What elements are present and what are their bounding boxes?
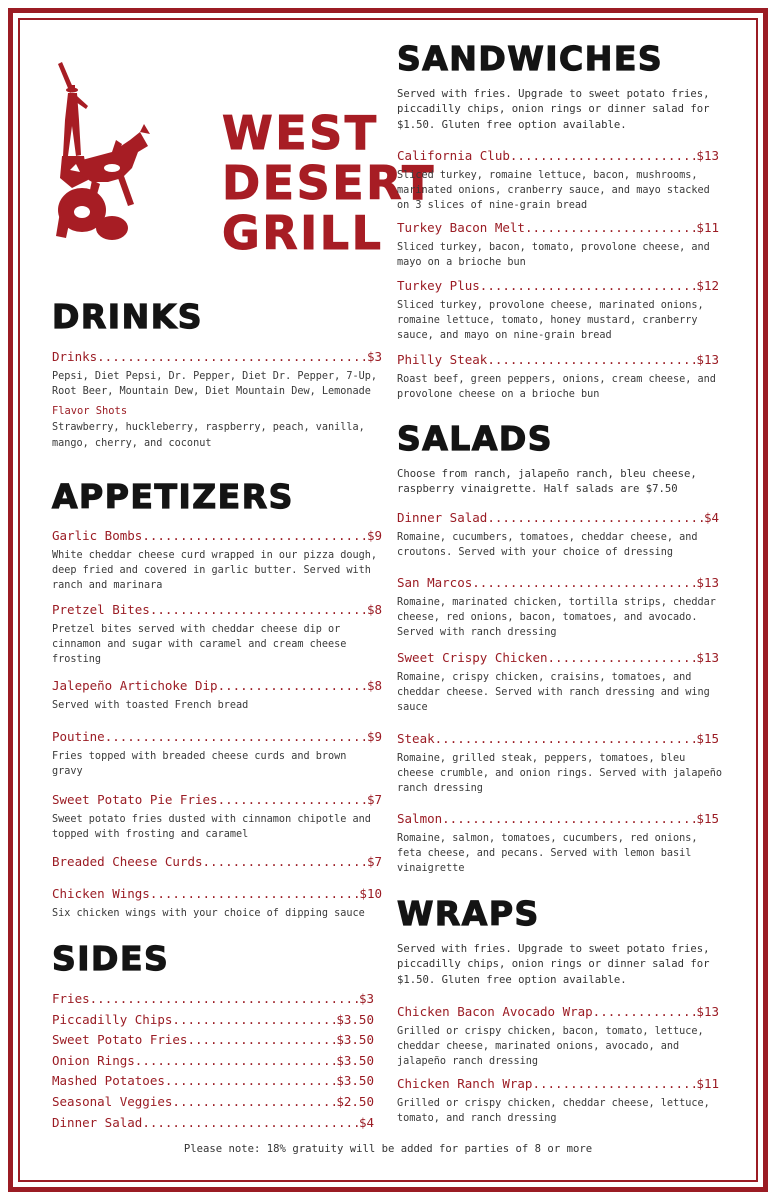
item-price: $13 xyxy=(696,575,719,590)
item-description: Romaine, crispy chicken, craisins, tomatoes, and cheddar cheese. Served with ranch dressing and wing sauce xyxy=(397,672,710,714)
item-name: Chicken Bacon Avocado Wrap xyxy=(397,1004,593,1019)
item-name-row xyxy=(397,650,719,666)
section-title-wraps: WRAPS xyxy=(397,894,540,933)
dot-leader xyxy=(150,602,367,618)
dot-leader xyxy=(525,220,696,236)
item-name: Sweet Crispy Chicken xyxy=(397,650,548,665)
item-price: $7 xyxy=(366,854,382,869)
item-price: $13 xyxy=(696,1004,719,1019)
dot-leader xyxy=(135,1051,337,1072)
dot-leader xyxy=(487,510,704,526)
menu-item-drinks xyxy=(52,349,382,365)
dot-leader xyxy=(165,1071,336,1092)
menu-item xyxy=(397,510,719,560)
section-title-sides: SIDES xyxy=(52,939,170,978)
item-name-row xyxy=(397,731,719,747)
dot-leader xyxy=(142,528,367,544)
item-price: $11 xyxy=(696,1076,719,1091)
item-name-row xyxy=(52,528,382,544)
menu-item xyxy=(397,575,719,641)
menu-item xyxy=(397,731,727,797)
gratuity-note: Please note: 18% gratuity will be added for parties of 8 or more xyxy=(183,1143,593,1155)
item-name-row xyxy=(52,792,382,808)
section-intro: Choose from ranch, jalapeño ranch, bleu cheese, raspberry vinaigrette. Half salads are $7.50 xyxy=(397,468,697,496)
flavor-shots-description: Strawberry, huckleberry, raspberry, peach, vanilla, mango, cherry, and coconut xyxy=(52,422,365,449)
item-price: $3 xyxy=(358,991,374,1006)
item-description: Sliced turkey, romaine lettuce, bacon, mushrooms, marinated onions, cranberry sauce, and mayo stacked on 3 slices of nine-grain bread xyxy=(397,170,710,212)
side-item xyxy=(52,1113,374,1134)
dot-leader xyxy=(487,352,696,368)
item-price: $7 xyxy=(366,792,382,807)
section-title-appetizers: APPETIZERS xyxy=(52,477,294,516)
item-name: Chicken Ranch Wrap xyxy=(397,1076,533,1091)
item-description: Grilled or crispy chicken, bacon, tomato, lettuce, cheddar cheese, marinated onions, avocado, and jalapeño ranch dressing xyxy=(397,1026,704,1068)
item-description: Six chicken wings with your choice of dipping sauce xyxy=(52,908,365,919)
dot-leader xyxy=(142,1113,359,1134)
item-name-row xyxy=(397,1076,719,1092)
dot-leader xyxy=(90,989,359,1010)
item-price: $3.50 xyxy=(336,1011,374,1027)
item-description: Sliced turkey, provolone cheese, marinated onions, romaine lettuce, tomato, honey mustard, cranberry sauce, and mayo on nine-grain bread xyxy=(397,300,704,342)
item-price: $13 xyxy=(696,352,719,367)
appetizers-section xyxy=(52,477,382,919)
dot-leader xyxy=(187,1030,336,1051)
item-description: Sweet potato fries dusted with cinnamon chipotle and topped with frosting and caramel xyxy=(52,814,371,841)
item-name: Steak xyxy=(397,731,435,746)
menu-item xyxy=(397,352,719,402)
item-description: Fries topped with breaded cheese curds and brown gravy xyxy=(52,751,347,778)
item-name: Dinner Salad xyxy=(52,1114,143,1130)
dot-leader xyxy=(172,1092,336,1113)
dot-leader xyxy=(172,1010,336,1031)
item-description: Pepsi, Diet Pepsi, Dr. Pepper, Diet Dr. Pepper, 7-Up, Root Beer, Mountain Dew, Diet Mountain Dew, Lemonade xyxy=(52,371,378,398)
item-price: $12 xyxy=(696,278,719,293)
item-price: $4 xyxy=(703,510,719,525)
item-name: Chicken Wings xyxy=(52,886,150,901)
side-item xyxy=(52,1071,374,1092)
item-price: $13 xyxy=(696,148,719,163)
brand-name-line-3: GRILL xyxy=(222,206,384,260)
brand-name-line-2: DESERT xyxy=(222,156,436,210)
side-item xyxy=(52,1030,374,1051)
section-intro: Served with fries. Upgrade to sweet potato fries, piccadilly chips, onion rings or dinner salad for $1.50. Gluten free option available. xyxy=(397,88,710,131)
sandwiches-section xyxy=(397,39,719,401)
item-name: Sweet Potato Fries xyxy=(52,1032,188,1048)
dot-leader xyxy=(203,854,367,870)
item-price: $10 xyxy=(359,886,382,901)
item-description: Served with toasted French bread xyxy=(52,700,249,711)
item-price: $15 xyxy=(696,811,719,826)
menu-item xyxy=(52,792,382,842)
item-name: Garlic Bombs xyxy=(52,528,143,543)
menu-item xyxy=(52,854,382,870)
item-name-row xyxy=(397,220,719,236)
item-description: Pretzel bites served with cheddar cheese dip or cinnamon and sugar with caramel and cream cheese frosting xyxy=(52,624,347,666)
menu-item xyxy=(397,1004,719,1070)
item-name: Philly Steak xyxy=(397,352,488,367)
item-name-row xyxy=(52,678,382,694)
item-description: Romaine, grilled steak, peppers, tomatoes, bleu cheese crumble, and onion rings. Served with jalapeño ranch dressing xyxy=(397,753,723,795)
item-name: Onion Rings xyxy=(52,1052,135,1068)
side-item xyxy=(52,989,374,1010)
drinks-section xyxy=(52,297,382,451)
item-description: Sliced turkey, bacon, tomato, provolone cheese, and mayo on a brioche bun xyxy=(397,242,710,269)
item-name: Turkey Bacon Melt xyxy=(397,220,525,235)
menu-item xyxy=(52,678,382,713)
item-price: $15 xyxy=(696,731,719,746)
side-item xyxy=(52,1010,374,1031)
dot-leader xyxy=(105,729,367,745)
item-name: Dinner Salad xyxy=(397,510,488,525)
side-item xyxy=(52,1092,374,1113)
item-price: $8 xyxy=(366,678,382,693)
menu-item xyxy=(52,602,382,668)
item-name: Piccadilly Chips xyxy=(52,1011,173,1027)
dot-leader xyxy=(218,678,367,694)
section-title-drinks: DRINKS xyxy=(52,297,204,336)
item-name: Drinks xyxy=(52,349,98,364)
item-name: California Club xyxy=(397,148,510,163)
restaurant-logo xyxy=(52,60,436,260)
item-name-row xyxy=(52,886,382,902)
item-price: $4 xyxy=(358,1114,374,1130)
item-price: $9 xyxy=(366,729,382,744)
section-title-salads: SALADS xyxy=(397,419,554,458)
menu-item xyxy=(397,650,719,716)
item-name: Sweet Potato Pie Fries xyxy=(52,792,218,807)
item-description: White cheddar cheese curd wrapped in our pizza dough, deep fried and covered in garlic butter. Served with ranch and marinara xyxy=(52,550,378,592)
item-name-row xyxy=(52,729,382,745)
item-name: San Marcos xyxy=(397,575,473,590)
item-name-row xyxy=(397,352,719,368)
item-price: $3.50 xyxy=(336,1032,374,1048)
item-name: Poutine xyxy=(52,729,105,744)
item-price: $3.50 xyxy=(336,1073,374,1089)
menu-item xyxy=(397,811,719,877)
wraps-section xyxy=(397,894,719,1125)
dot-leader xyxy=(97,349,367,365)
menu-item xyxy=(397,278,719,344)
item-description: Romaine, marinated chicken, tortilla strips, cheddar cheese, red onions, bacon, tomatoes, and avocado. Served with ranch dressing xyxy=(397,597,716,639)
item-description: Romaine, salmon, tomatoes, cucumbers, red onions, feta cheese, and pecans. Served with lemon basil vinaigrette xyxy=(397,833,698,875)
dot-leader xyxy=(442,811,696,827)
item-name: Jalepeño Artichoke Dip xyxy=(52,678,218,693)
item-price: $13 xyxy=(696,650,719,665)
menu-item xyxy=(52,886,382,921)
dot-leader xyxy=(510,148,697,164)
item-name: Turkey Plus xyxy=(397,278,480,293)
dot-leader xyxy=(548,650,697,666)
item-name-row xyxy=(397,148,719,164)
item-name: Breaded Cheese Curds xyxy=(52,854,203,869)
menu-item xyxy=(397,220,719,270)
item-name-row xyxy=(52,854,382,870)
menu-item xyxy=(397,1076,719,1126)
item-price: $3 xyxy=(366,349,382,364)
dot-leader xyxy=(593,1004,697,1020)
menu-item xyxy=(52,528,382,594)
item-description: Roast beef, green peppers, onions, cream cheese, and provolone cheese on a brioche bun xyxy=(397,374,716,401)
sides-list xyxy=(52,989,374,1133)
item-name: Salmon xyxy=(397,811,443,826)
item-price: $2.50 xyxy=(336,1093,374,1109)
item-description: Romaine, cucumbers, tomatoes, cheddar cheese, and croutons. Served with your choice of dressing xyxy=(397,532,698,559)
item-price: $9 xyxy=(366,528,382,543)
menu-item xyxy=(52,729,382,779)
dot-leader xyxy=(480,278,697,294)
item-name-row xyxy=(52,602,382,618)
dot-leader xyxy=(218,792,367,808)
salads-section xyxy=(397,419,727,875)
dot-leader xyxy=(472,575,696,591)
item-price: $11 xyxy=(696,220,719,235)
item-price: $3.50 xyxy=(336,1052,374,1068)
dot-leader xyxy=(532,1076,696,1092)
side-item xyxy=(52,1051,374,1072)
item-name: Mashed Potatoes xyxy=(52,1073,165,1089)
dot-leader xyxy=(150,886,360,902)
section-title-sandwiches: SANDWICHES xyxy=(397,39,664,78)
item-price: $8 xyxy=(366,602,382,617)
section-intro: Served with fries. Upgrade to sweet potato fries, piccadilly chips, onion rings or dinner salad for $1.50. Gluten free option available. xyxy=(397,943,710,986)
item-name: Seasonal Veggies xyxy=(52,1093,173,1109)
flavor-shots-label: Flavor Shots xyxy=(52,405,128,418)
brand-name-line-1: WEST xyxy=(222,106,379,160)
sides-section xyxy=(52,939,374,1133)
item-name-row xyxy=(397,1004,719,1020)
item-description: Grilled or crispy chicken, cheddar cheese, lettuce, tomato, and ranch dressing xyxy=(397,1098,710,1125)
item-name-row xyxy=(397,575,719,591)
item-name-row xyxy=(397,811,719,827)
menu-item xyxy=(397,148,719,214)
item-name-row xyxy=(397,510,719,526)
item-name: Pretzel Bites xyxy=(52,602,150,617)
item-name: Fries xyxy=(52,991,90,1006)
item-name-row xyxy=(397,278,719,294)
dot-leader xyxy=(435,731,697,747)
cowboy-horse-icon xyxy=(52,60,172,250)
